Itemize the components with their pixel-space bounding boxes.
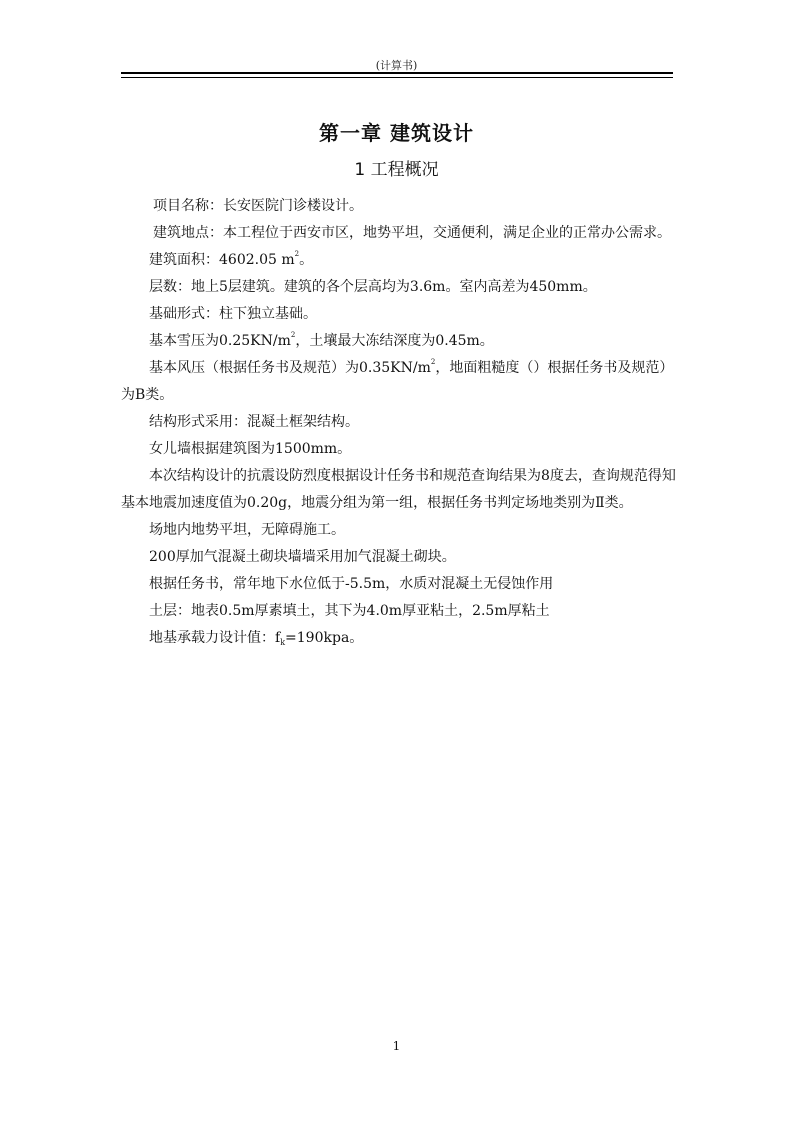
paragraph-foundation: 基础形式：柱下独立基础。 bbox=[149, 306, 317, 322]
paragraph-location: 建筑地点：本工程位于西安市区，地势平坦，交通便利，满足企业的正常办公需求。 bbox=[153, 225, 671, 241]
header-rule-thin bbox=[121, 77, 673, 78]
header-rule-thick bbox=[121, 72, 673, 74]
snow-text: 基本雪压为0.25KN/m bbox=[149, 333, 291, 349]
paragraph-wind bbox=[121, 355, 677, 409]
chapter-title: 第一章 建筑设计 bbox=[319, 121, 474, 145]
bearing-subscript: k bbox=[280, 638, 286, 647]
area-superscript: 2 bbox=[294, 250, 300, 258]
paragraph-snow bbox=[121, 328, 677, 355]
wind-text: 基本风压（根据任务书及规范）为0.35KN/m bbox=[149, 360, 431, 376]
wind-superscript: 2 bbox=[430, 358, 436, 366]
body-text bbox=[121, 193, 677, 652]
snow-suffix: ，土壤最大冻结深度为0.45m。 bbox=[295, 333, 494, 349]
running-header: (计算书) bbox=[375, 59, 418, 72]
area-suffix: 。 bbox=[299, 252, 314, 268]
bearing-text: 地基承载力设计值：f bbox=[149, 630, 281, 646]
page-number: 1 bbox=[392, 1039, 401, 1053]
paragraph-seismic: 本次结构设计的抗震设防烈度根据设计任务书和规范查询结果为8度去，查询规范得知基本地震加速度值为0.20g，地震分组为第一组，根据任务书判定场地类别为Ⅱ类。 bbox=[121, 468, 676, 511]
paragraph-area bbox=[121, 247, 677, 274]
paragraph-floors: 层数：地上5层建筑。建筑的各个层高均为3.6m。室内高差为450mm。 bbox=[149, 279, 597, 295]
bearing-suffix: =190kpa。 bbox=[285, 630, 364, 646]
paragraph-soil: 土层：地表0.5m厚素填土，其下为4.0m厚亚粘土，2.5m厚粘土 bbox=[149, 603, 550, 619]
paragraph-site: 场地内地势平坦，无障碍施工。 bbox=[149, 522, 345, 538]
paragraph-wall: 200厚加气混凝土砌块墙墙采用加气混凝土砌块。 bbox=[149, 549, 456, 565]
section-title: 1 工程概况 bbox=[354, 160, 439, 180]
snow-superscript: 2 bbox=[290, 331, 296, 339]
paragraph-project-name: 项目名称：长安医院门诊楼设计。 bbox=[153, 198, 363, 214]
wind-suffix: ，地面粗糙度（）根据任务书及规范）为B类。 bbox=[121, 360, 674, 403]
area-text: 建筑面积：4602.05 m bbox=[149, 252, 295, 268]
paragraph-groundwater: 根据任务书，常年地下水位低于-5.5m，水质对混凝土无侵蚀作用 bbox=[149, 576, 554, 592]
paragraph-bearing bbox=[121, 625, 677, 652]
paragraph-structure: 结构形式采用：混凝土框架结构。 bbox=[149, 414, 359, 430]
paragraph-parapet: 女儿墙根据建筑图为1500mm。 bbox=[149, 441, 352, 457]
